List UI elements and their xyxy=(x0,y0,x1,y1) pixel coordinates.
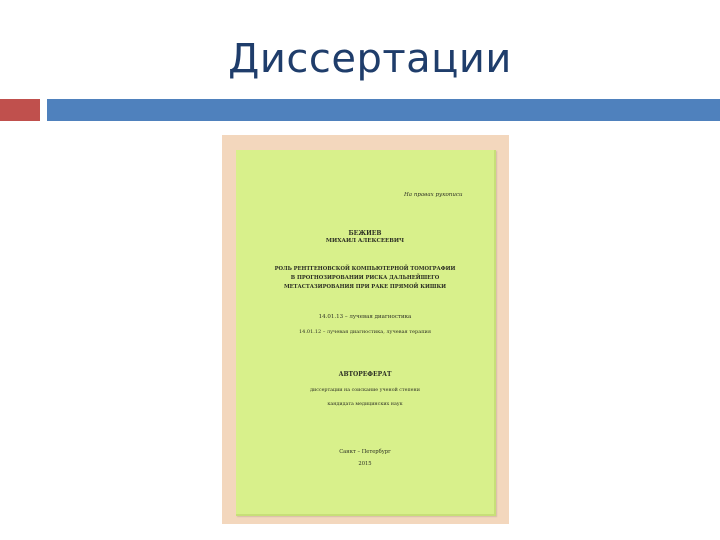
cover-author-name: МИХАИЛ АЛЕКСЕЕВИЧ xyxy=(325,238,405,244)
slide-title: Диссертации xyxy=(228,36,512,82)
title-accent-bar-red xyxy=(0,99,40,121)
title-accent-bar-blue xyxy=(47,99,720,121)
cover-abstract-label: АВТОРЕФЕРАТ xyxy=(338,371,392,378)
cover-year: 2015 xyxy=(358,461,372,467)
cover-rights-note: На правах рукописи xyxy=(404,192,463,198)
cover-specialty-1: 14.01.13 – лучевая диагностика xyxy=(318,314,412,320)
cover-specialty-2: 14.01.12 – лучевая диагностика, лучевая терапия xyxy=(298,329,432,335)
cover-title-line: В ПРОГНОЗИРОВАНИИ РИСКА ДАЛЬНЕЙШЕГО xyxy=(290,275,440,281)
cover-title-line: РОЛЬ РЕНТГЕНОВСКОЙ КОМПЬЮТЕРНОЙ ТОМОГРАФИИ xyxy=(274,266,456,272)
cover-title-line: МЕТАСТАЗИРОВАНИЯ ПРИ РАКЕ ПРЯМОЙ КИШКИ xyxy=(283,284,447,290)
cover-city: Санкт – Петербург xyxy=(339,449,391,455)
dissertation-cover xyxy=(236,150,496,516)
cover-author-surname: БЕЖИЕВ xyxy=(348,230,382,237)
cover-degree-line-1: диссертации на соискание ученой степени xyxy=(310,388,420,393)
cover-degree-line-2: кандидата медицинских наук xyxy=(327,402,403,407)
